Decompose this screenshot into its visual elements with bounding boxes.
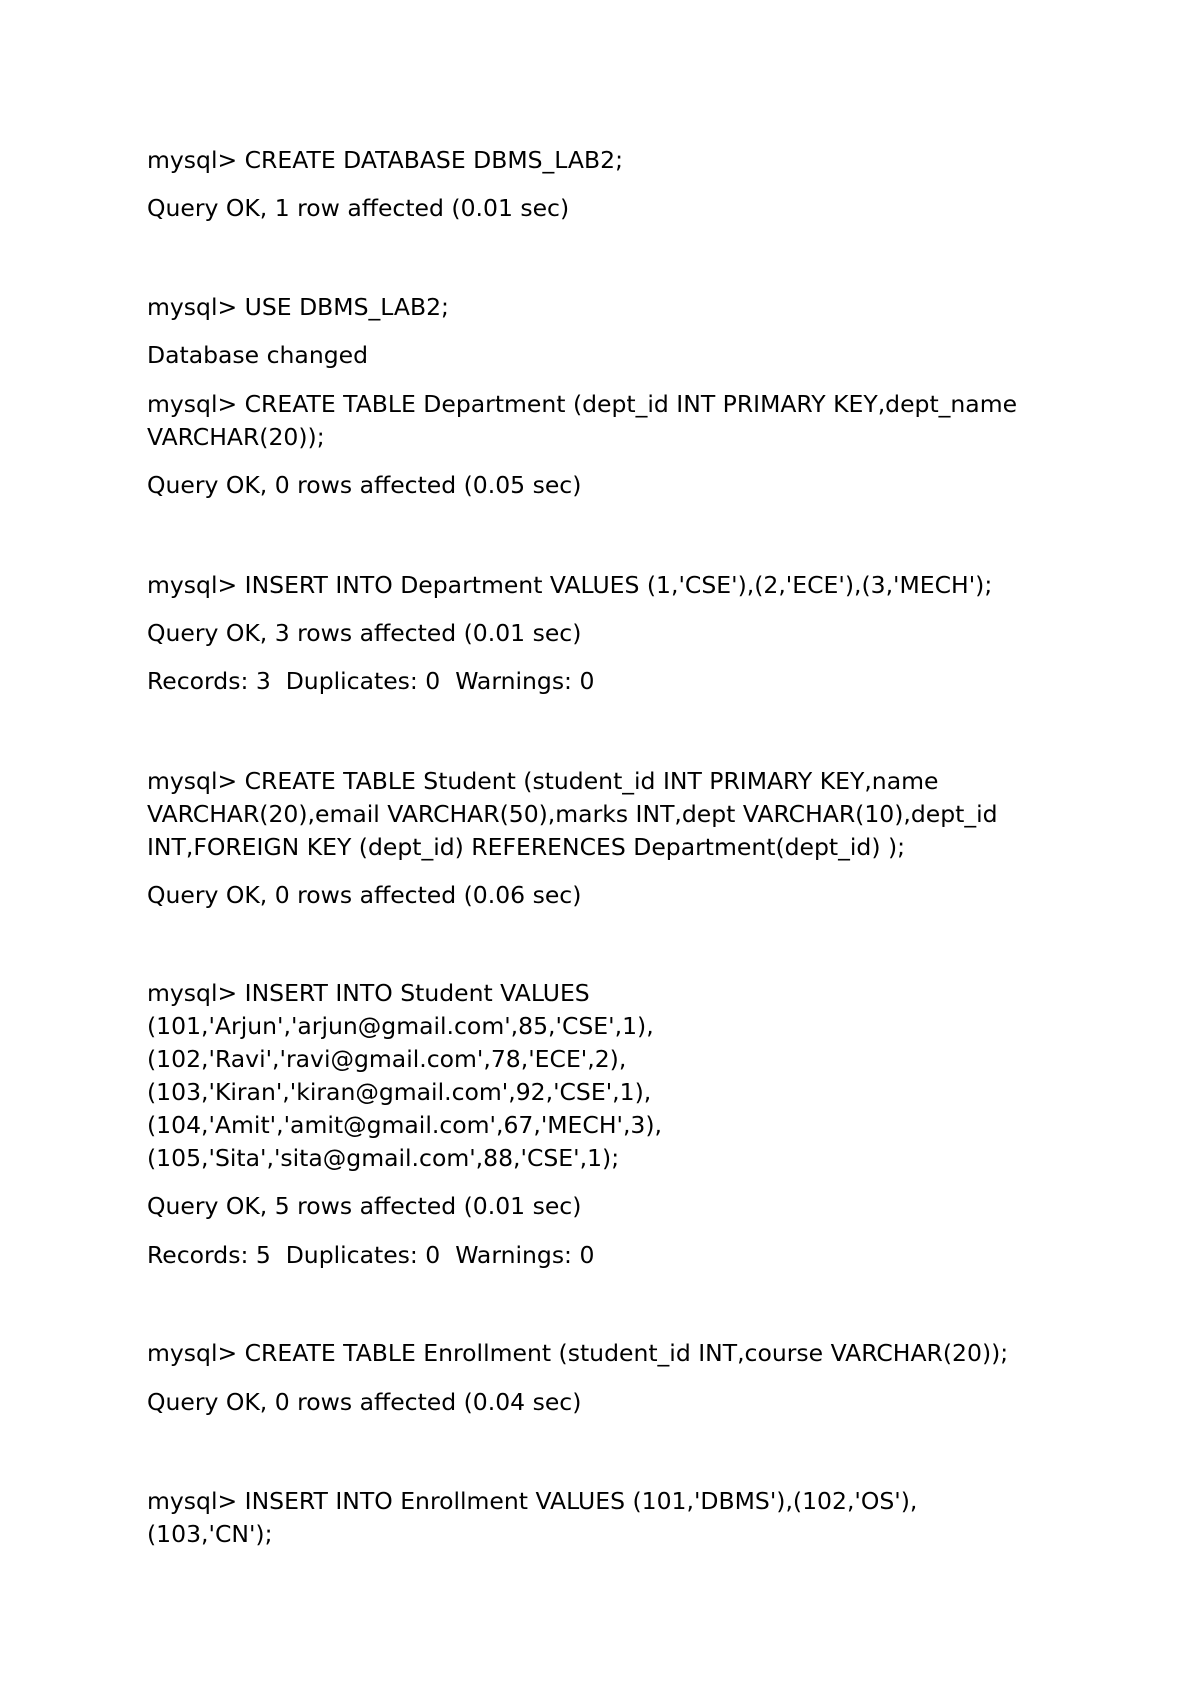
sql-command-line: mysql> INSERT INTO Enrollment VALUES (101,'DBMS'),(102,'OS'), — [147, 1487, 918, 1515]
sql-command-line: (105,'Sita','sita@gmail.com',88,'CSE',1); — [147, 1144, 620, 1172]
sql-output-line: Query OK, 0 rows affected (0.04 sec) — [147, 1388, 582, 1416]
sql-output-line: Records: 5 Duplicates: 0 Warnings: 0 — [147, 1241, 595, 1269]
sql-output-line: Query OK, 5 rows affected (0.01 sec) — [147, 1192, 582, 1220]
sql-output-line: Query OK, 0 rows affected (0.05 sec) — [147, 471, 582, 499]
sql-output-line: Records: 3 Duplicates: 0 Warnings: 0 — [147, 667, 595, 695]
sql-command-line: (101,'Arjun','arjun@gmail.com',85,'CSE',1), — [147, 1012, 654, 1040]
sql-command-line: mysql> INSERT INTO Department VALUES (1,'CSE'),(2,'ECE'),(3,'MECH'); — [147, 571, 993, 599]
sql-output-line: Query OK, 0 rows affected (0.06 sec) — [147, 881, 582, 909]
sql-command-line: mysql> CREATE TABLE Student (student_id INT PRIMARY KEY,name — [147, 767, 939, 795]
sql-command-line: (104,'Amit','amit@gmail.com',67,'MECH',3), — [147, 1111, 663, 1139]
sql-command-line: mysql> USE DBMS_LAB2; — [147, 293, 449, 321]
sql-command-line: (103,'Kiran','kiran@gmail.com',92,'CSE',1), — [147, 1078, 652, 1106]
sql-command-line: mysql> INSERT INTO Student VALUES — [147, 979, 590, 1007]
sql-command-line: (103,'CN'); — [147, 1520, 273, 1548]
sql-output-line: Database changed — [147, 341, 369, 369]
sql-command-line: VARCHAR(20)); — [147, 423, 325, 451]
sql-command-line: mysql> CREATE TABLE Enrollment (student_id INT,course VARCHAR(20)); — [147, 1339, 1009, 1367]
sql-command-line: VARCHAR(20),email VARCHAR(50),marks INT,dept VARCHAR(10),dept_id — [147, 800, 998, 828]
sql-command-line: mysql> CREATE DATABASE DBMS_LAB2; — [147, 146, 623, 174]
sql-command-line: mysql> CREATE TABLE Department (dept_id INT PRIMARY KEY,dept_name — [147, 390, 1018, 418]
sql-command-line: (102,'Ravi','ravi@gmail.com',78,'ECE',2), — [147, 1045, 627, 1073]
sql-command-line: INT,FOREIGN KEY (dept_id) REFERENCES Department(dept_id) ); — [147, 833, 906, 861]
sql-output-line: Query OK, 3 rows affected (0.01 sec) — [147, 619, 582, 647]
sql-output-line: Query OK, 1 row affected (0.01 sec) — [147, 194, 570, 222]
